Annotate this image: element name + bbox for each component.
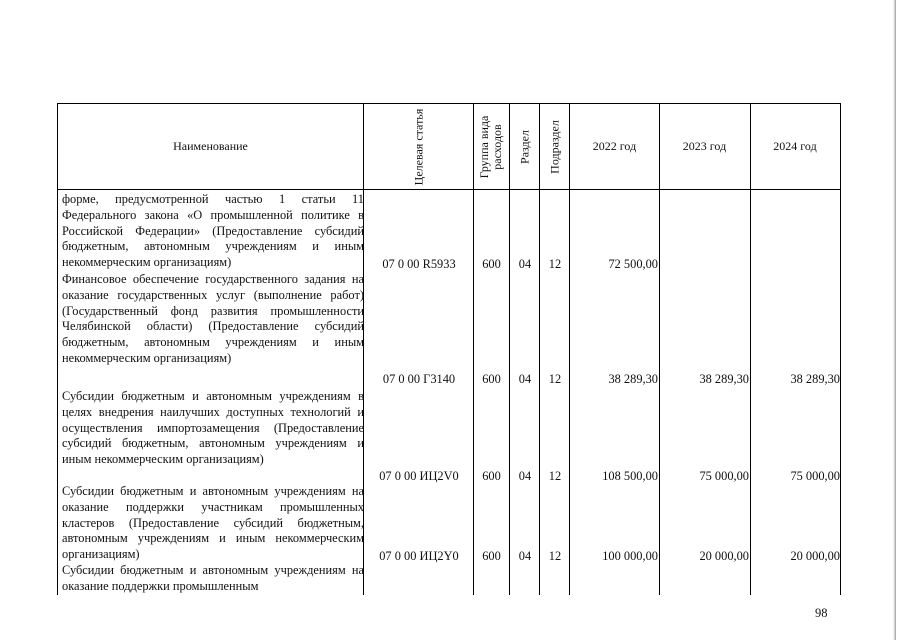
row-2-name: Финансовое обеспечение государственного задания на оказание государственных услуг (выполнение работ) (Государственный фонд развития промышленности Челябинской области) (Предоставление субсидий бюджетным, автономным учреждениям и иным некоммерческим организациям) [62, 272, 364, 365]
page-number: 98 [815, 606, 828, 620]
header-target-article-label: Целевая статья [411, 108, 425, 185]
header-2022 [570, 104, 660, 190]
row-3-subsection: 12 [548, 469, 562, 483]
row-2-2023: 38 289,30 [699, 372, 749, 386]
row-4-2024: 20 000,00 [790, 549, 840, 563]
row-2-2024: 38 289,30 [790, 372, 840, 386]
column-2022 [570, 190, 660, 595]
row-3-2022: 108 500,00 [602, 469, 658, 483]
header-section [510, 104, 540, 190]
row-4-section: 04 [518, 549, 532, 563]
header-2024 [750, 104, 841, 190]
header-2022-label: 2022 год [592, 139, 637, 153]
row-3-name: Субсидии бюджетным и автономным учреждениям в целях внедрения наилучших доступных технологий и осуществления импортозамещения (Предоставление субсидий бюджетным, автономным учреждениям и иным некоммерческим организациям) [62, 389, 364, 467]
row-1-group: 600 [482, 257, 501, 271]
row-1-subsection: 12 [548, 257, 562, 271]
row-1-code: 07 0 00 R5933 [382, 257, 456, 271]
column-subsection [540, 190, 570, 595]
header-expense-group [473, 104, 510, 190]
row-1-2022: 72 500,00 [608, 257, 658, 271]
row-5-name: Субсидии бюджетным и автономным учреждениям на оказание поддержки промышленным [62, 563, 364, 593]
row-4-name: Субсидии бюджетным и автономным учреждениям на оказание поддержки участникам промышленных кластеров (Предоставление субсидий бюджетным, автономным учреждениям и иным некоммерческим организациям) [62, 484, 364, 562]
row-3-2023: 75 000,00 [699, 469, 749, 483]
row-2-group: 600 [482, 372, 501, 386]
scan-edge [893, 0, 896, 640]
header-expense-group-label: Группа вида расходов [477, 115, 504, 178]
row-4-group: 600 [482, 549, 501, 563]
row-4-subsection: 12 [548, 549, 562, 563]
row-3-code: 07 0 00 ИЦ2V0 [379, 469, 459, 483]
row-2-code: 07 0 00 Г3140 [382, 372, 456, 386]
row-3-section: 04 [518, 469, 532, 483]
row-1-name: форме, предусмотренной частью 1 статьи 11 Федерального закона «О промышленной политике в Российской Федерации» (Предоставление субсидий бюджетным, автономным учреждениям и иным некоммерческим организациям) [62, 192, 364, 270]
header-2023-label: 2023 год [682, 139, 727, 153]
header-2023 [659, 104, 751, 190]
row-4-2023: 20 000,00 [699, 549, 749, 563]
column-code [364, 190, 474, 595]
row-2-2022: 38 289,30 [608, 372, 658, 386]
header-subsection [540, 104, 570, 190]
row-4-2022: 100 000,00 [602, 549, 658, 563]
budget-table [57, 103, 841, 595]
row-3-2024: 75 000,00 [790, 469, 840, 483]
column-2024 [750, 190, 841, 595]
row-3-group: 600 [482, 469, 501, 483]
header-2024-label: 2024 год [773, 139, 817, 153]
header-name [58, 104, 364, 190]
row-2-subsection: 12 [548, 372, 562, 386]
header-name-label: Наименование [173, 139, 248, 153]
row-1-section: 04 [518, 257, 532, 271]
row-4-code: 07 0 00 ИЦ2Y0 [379, 549, 459, 563]
column-2023 [659, 190, 751, 595]
header-target-article [364, 104, 474, 190]
header-subsection-label: Подраздел [547, 119, 561, 174]
row-2-section: 04 [518, 372, 532, 386]
column-group [473, 190, 510, 595]
column-section [510, 190, 540, 595]
header-section-label: Раздел [517, 129, 531, 164]
